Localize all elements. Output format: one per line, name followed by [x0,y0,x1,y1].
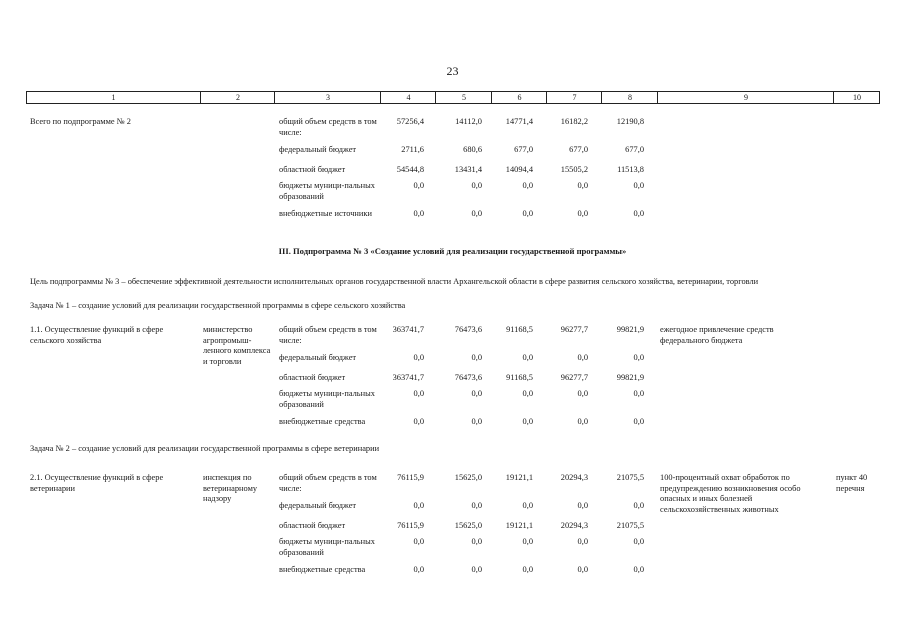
total-value-r5-c8: 0,0 [633,209,644,218]
b21-value-r5-c7: 0,0 [577,565,588,574]
reference-2-1: пункт 40 перечня [836,473,868,493]
total-value-r3-c4: 54544,8 [396,165,424,174]
b11-value-r2-c7: 0,0 [577,353,588,362]
b11-source-3: областной бюджет [279,373,346,382]
b11-source-5: внебюджетные средства [279,417,366,426]
total-value-r1-c4: 57256,4 [396,117,424,126]
total-value-r5-c6: 0,0 [522,209,533,218]
total-value-r2-c7: 677,0 [569,145,588,154]
column-header-3: 3 [274,92,381,103]
b11-value-r1-c6: 91168,5 [506,325,533,334]
b21-value-r3-c8: 21075,5 [616,521,644,530]
page-number: 23 [446,64,459,78]
total-value-r2-c8: 677,0 [625,145,644,154]
b11-value-r4-c4: 0,0 [413,389,424,398]
b21-value-r4-c5: 0,0 [471,537,482,546]
b11-value-r2-c4: 0,0 [413,353,424,362]
b21-value-r4-c4: 0,0 [413,537,424,546]
total-value-r1-c5: 14112,0 [455,117,482,126]
b21-value-r4-c6: 0,0 [522,537,533,546]
total-value-r1-c7: 16182,2 [560,117,588,126]
b11-value-r2-c8: 0,0 [633,353,644,362]
b11-value-r3-c8: 99821,9 [616,373,644,382]
b21-value-r5-c8: 0,0 [633,565,644,574]
b21-value-r4-c8: 0,0 [633,537,644,546]
column-header-row [26,91,880,104]
b21-source-1: общий объем средств в том числе: [279,473,377,493]
b11-value-r1-c5: 76473,6 [454,325,482,334]
result-2-1: 100-процентный охват обработок по предупреждению возникновения особо опасных и иных болезней сельскохозяйственных животных [660,473,801,514]
column-header-9: 9 [657,92,834,103]
b21-value-r2-c6: 0,0 [522,501,533,510]
total-value-r5-c4: 0,0 [413,209,424,218]
b11-value-r1-c4: 363741,7 [392,325,424,334]
section-title: III. Подпрограмма № 3 «Создание условий для реализации государственной программы» [278,246,627,256]
total-value-r5-c5: 0,0 [471,209,482,218]
column-header-5: 5 [435,92,492,103]
b21-source-5: внебюджетные средства [279,565,366,574]
column-header-8: 8 [601,92,658,103]
b11-value-r3-c5: 76473,6 [454,373,482,382]
b11-source-2: федеральный бюджет [279,353,357,362]
b21-value-r3-c4: 76115,9 [397,521,424,530]
b21-value-r3-c6: 19121,1 [505,521,533,530]
b11-value-r4-c6: 0,0 [522,389,533,398]
b11-source-1: общий объем средств в том числе: [279,325,377,345]
task-2-line: Задача № 2 – создание условий для реализации государственной программы в сфере ветеринарии [30,444,380,453]
measure-1-1: 1.1. Осуществление функций в сфере сельского хозяйства [30,325,164,345]
b21-value-r2-c5: 0,0 [471,501,482,510]
task-1-line: Задача № 1 – создание условий для реализации государственной программы в сфере сельского хозяйства [30,301,406,310]
total-value-r2-c4: 2711,6 [401,145,424,154]
b21-value-r1-c6: 19121,1 [505,473,533,482]
measure-2-1: 2.1. Осуществление функций в сфере ветеринарии [30,473,164,493]
total-value-r4-c6: 0,0 [522,181,533,190]
b11-value-r3-c6: 91168,5 [506,373,533,382]
total-source-5: внебюджетные источники [279,209,372,218]
b11-value-r4-c7: 0,0 [577,389,588,398]
b11-value-r5-c8: 0,0 [633,417,644,426]
b21-value-r1-c4: 76115,9 [397,473,424,482]
total-value-r4-c7: 0,0 [577,181,588,190]
total-value-r2-c6: 677,0 [514,145,533,154]
b11-source-4: бюджеты муници-пальных образований [279,389,375,409]
b11-value-r1-c7: 96277,7 [560,325,588,334]
total-value-r3-c5: 13431,4 [454,165,482,174]
total-value-r3-c7: 15505,2 [560,165,588,174]
b21-value-r3-c5: 15625,0 [454,521,482,530]
b11-value-r3-c7: 96277,7 [560,373,588,382]
total-value-r4-c8: 0,0 [633,181,644,190]
b21-value-r3-c7: 20294,3 [560,521,588,530]
column-header-4: 4 [380,92,436,103]
total-source-1: общий объем средств в том числе: [279,117,377,137]
b11-value-r4-c8: 0,0 [633,389,644,398]
total-value-r5-c7: 0,0 [577,209,588,218]
executor-2-1: инспекция по ветеринарному надзору [203,473,258,503]
b21-value-r1-c7: 20294,3 [560,473,588,482]
total-value-r1-c6: 14771,4 [505,117,533,126]
b11-value-r2-c6: 0,0 [522,353,533,362]
b21-value-r2-c7: 0,0 [577,501,588,510]
b11-value-r5-c7: 0,0 [577,417,588,426]
b21-value-r1-c8: 21075,5 [616,473,644,482]
b21-value-r5-c6: 0,0 [522,565,533,574]
total-value-r4-c5: 0,0 [471,181,482,190]
b11-value-r2-c5: 0,0 [471,353,482,362]
b11-value-r5-c4: 0,0 [413,417,424,426]
b11-value-r4-c5: 0,0 [471,389,482,398]
total-label: Всего по подпрограмме № 2 [30,117,131,126]
b21-value-r5-c5: 0,0 [471,565,482,574]
b21-source-2: федеральный бюджет [279,501,357,510]
b11-value-r3-c4: 363741,7 [392,373,424,382]
b21-value-r2-c4: 0,0 [413,501,424,510]
total-source-3: областной бюджет [279,165,346,174]
total-value-r2-c5: 680,6 [463,145,482,154]
total-value-r4-c4: 0,0 [413,181,424,190]
b21-value-r1-c5: 15625,0 [454,473,482,482]
b11-value-r5-c5: 0,0 [471,417,482,426]
total-value-r1-c8: 12190,8 [616,117,644,126]
b21-source-3: областной бюджет [279,521,346,530]
column-header-10: 10 [833,92,880,103]
goal-line: Цель подпрограммы № 3 – обеспечение эффективной деятельности исполнительных органов государственной власти Архангельской области в сфере развития сельского хозяйства, ветеринарии, торговли [30,277,759,286]
executor-1-1: министерство агропромыш-ленного комплекса и торговли [203,325,271,366]
column-header-7: 7 [546,92,602,103]
b21-value-r2-c8: 0,0 [633,501,644,510]
total-source-4: бюджеты муници-пальных образований [279,181,375,201]
total-source-2: федеральный бюджет [279,145,357,154]
b21-value-r5-c4: 0,0 [413,565,424,574]
result-1-1: ежегодное привлечение средств федерального бюджета [660,325,774,345]
total-value-r3-c8: 11513,8 [617,165,644,174]
column-header-1: 1 [111,93,116,102]
b21-value-r4-c7: 0,0 [577,537,588,546]
column-header-2: 2 [200,92,275,103]
total-value-r3-c6: 14094,4 [505,165,533,174]
column-header-6: 6 [491,92,547,103]
b11-value-r5-c6: 0,0 [522,417,533,426]
b21-source-4: бюджеты муници-пальных образований [279,537,375,557]
b11-value-r1-c8: 99821,9 [616,325,644,334]
